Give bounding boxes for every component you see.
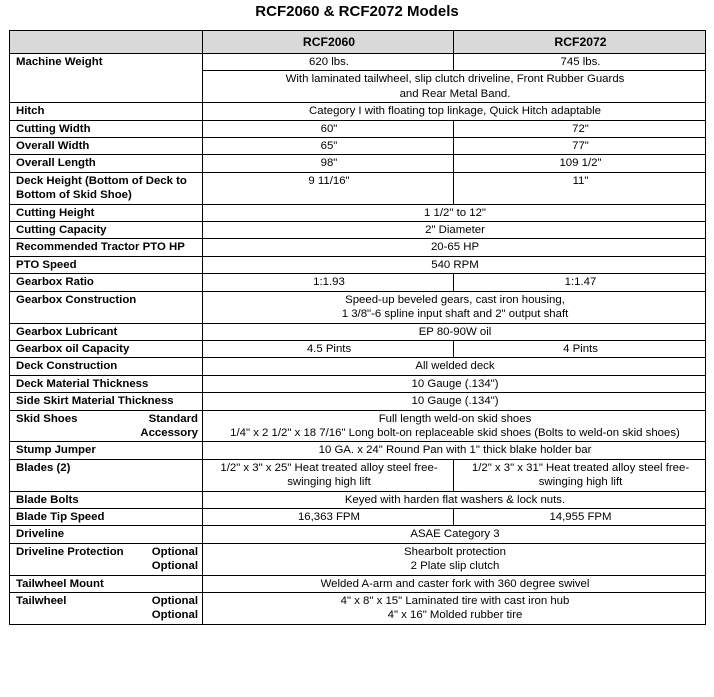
table-row [10,508,706,525]
row-label: PTO Speed [10,256,203,273]
row-label: Overall Length [10,155,203,172]
label-sub: Optional [151,545,198,558]
value-shared: ASAE Category 3 [203,526,706,543]
row-label: Driveline [10,526,203,543]
row-label: Overall Width [10,138,203,155]
label-main: Tailwheel [16,595,67,607]
header-rcf2060: RCF2060 [203,31,454,54]
table-row [10,543,706,575]
table-row [10,54,706,71]
table-row [10,442,706,459]
header-rcf2072: RCF2072 [454,31,706,54]
value-rcf2072: 4 Pints [454,340,706,357]
label-sub: Optional [151,609,198,622]
value-rcf2060: 9 11/16" [203,172,454,204]
label-line: Deck Height (Bottom of Deck to [16,174,187,187]
value-line: 1/2" x 3" x 25" Heat treated alloy steel free- [220,461,438,474]
table-row [10,393,706,410]
table-row [10,155,706,172]
label-line [16,594,198,608]
value-line: Speed-up beveled gears, cast iron housing, [345,293,565,306]
table-row [10,575,706,592]
table-row [10,172,706,204]
table-row [10,375,706,392]
table-header-row [10,31,706,54]
row-label: Side Skirt Material Thickness [10,393,203,410]
table-row [10,593,706,625]
value-shared [203,410,706,442]
table-row [10,323,706,340]
table-row [10,291,706,323]
row-label: Blade Bolts [10,491,203,508]
label-line [16,545,198,559]
row-label: Blade Tip Speed [10,508,203,525]
row-label: Tailwheel Mount [10,575,203,592]
row-label: Hitch [10,103,203,120]
label-line [16,412,198,426]
value-rcf2072 [454,459,706,491]
row-label [10,543,203,575]
table-row [10,410,706,442]
value-line: 1/4" x 2 1/2" x 18 7/16" Long bolt-on replaceable skid shoes (Bolts to weld-on skid shoes) [230,426,680,439]
row-label [10,410,203,442]
value-rcf2060: 1:1.93 [203,274,454,291]
label-main: Driveline Protection [16,545,124,558]
row-label: Cutting Height [10,204,203,221]
row-label: Gearbox Ratio [10,274,203,291]
row-label: Stump Jumper [10,442,203,459]
value-shared: Welded A-arm and caster fork with 360 degree swivel [203,575,706,592]
value-line: Full length weld-on skid shoes [378,412,532,425]
label-main: Skid Shoes [16,412,78,425]
value-shared: EP 80-90W oil [203,323,706,340]
row-label: Machine Weight [10,54,203,103]
value-shared: 540 RPM [203,256,706,273]
table-row [10,138,706,155]
value-line: 4" x 8" x 15" Laminated tire with cast iron hub [340,595,570,607]
value-shared [203,593,706,625]
value-rcf2060: 60" [203,120,454,137]
row-label: Blades (2) [10,459,203,491]
table-row [10,358,706,375]
value-rcf2072: 745 lbs. [454,54,706,71]
label-sub: Accessory [140,426,198,439]
value-rcf2060: 16,363 FPM [203,508,454,525]
value-line: 1/2" x 3" x 31" Heat treated alloy steel free- [471,461,690,474]
label-line: Bottom of Skid Shoe) [16,189,132,202]
label-sub: Optional [151,595,198,607]
value-shared [203,543,706,575]
spec-table [9,30,706,625]
value-rcf2072: 1:1.47 [454,274,706,291]
value-shared: 10 Gauge (.134") [203,375,706,392]
note-line: With laminated tailwheel, slip clutch driveline, Front Rubber Guards [285,73,625,86]
value-shared: 10 GA. x 24" Round Pan with 1" thick blake holder bar [203,442,706,459]
value-rcf2072: 72" [454,120,706,137]
value-shared: All welded deck [203,358,706,375]
row-label: Cutting Capacity [10,222,203,239]
row-label: Gearbox Construction [10,291,203,323]
value-shared: Keyed with harden flat washers & lock nuts. [203,491,706,508]
value-shared [203,71,706,103]
row-label: Recommended Tractor PTO HP [10,239,203,256]
page-title: RCF2060 & RCF2072 Models [255,3,459,20]
row-label [10,593,203,625]
value-shared: 2" Diameter [203,222,706,239]
value-rcf2060: 65" [203,138,454,155]
table-row [10,340,706,357]
value-rcf2072: 11" [454,172,706,204]
value-line: swinging high lift [287,476,371,489]
value-rcf2060: 4.5 Pints [203,340,454,357]
value-shared [203,291,706,323]
value-line: 4" x 16" Molded rubber tire [387,609,523,622]
table-row [10,239,706,256]
value-line: Shearbolt protection [404,545,506,558]
value-rcf2072: 109 1/2" [454,155,706,172]
table-row [10,204,706,221]
table-row [10,274,706,291]
value-shared: Category I with floating top linkage, Quick Hitch adaptable [203,103,706,120]
row-label: Gearbox Lubricant [10,323,203,340]
value-line: swinging high lift [538,476,623,489]
label-sub: Optional [151,560,198,573]
value-line: 2 Plate slip clutch [410,560,500,573]
header-blank-cell [10,31,203,54]
value-line: 1 3/8"-6 spline input shaft and 2" output shaft [341,308,569,321]
table-row [10,459,706,491]
note-line: and Rear Metal Band. [399,87,511,100]
value-shared: 1 1/2" to 12" [203,204,706,221]
value-rcf2072: 77" [454,138,706,155]
value-shared: 20-65 HP [203,239,706,256]
value-rcf2060: 98" [203,155,454,172]
value-rcf2060: 620 lbs. [203,54,454,71]
row-label: Deck Construction [10,358,203,375]
value-shared: 10 Gauge (.134") [203,393,706,410]
row-label: Deck Material Thickness [10,375,203,392]
table-row [10,526,706,543]
table-row [10,103,706,120]
value-rcf2060 [203,459,454,491]
row-label: Cutting Width [10,120,203,137]
table-row [10,120,706,137]
value-rcf2072: 14,955 FPM [454,508,706,525]
table-row [10,491,706,508]
row-label [10,172,203,204]
row-label: Gearbox oil Capacity [10,340,203,357]
label-sub: Standard [148,412,198,425]
table-row [10,256,706,273]
table-row [10,222,706,239]
